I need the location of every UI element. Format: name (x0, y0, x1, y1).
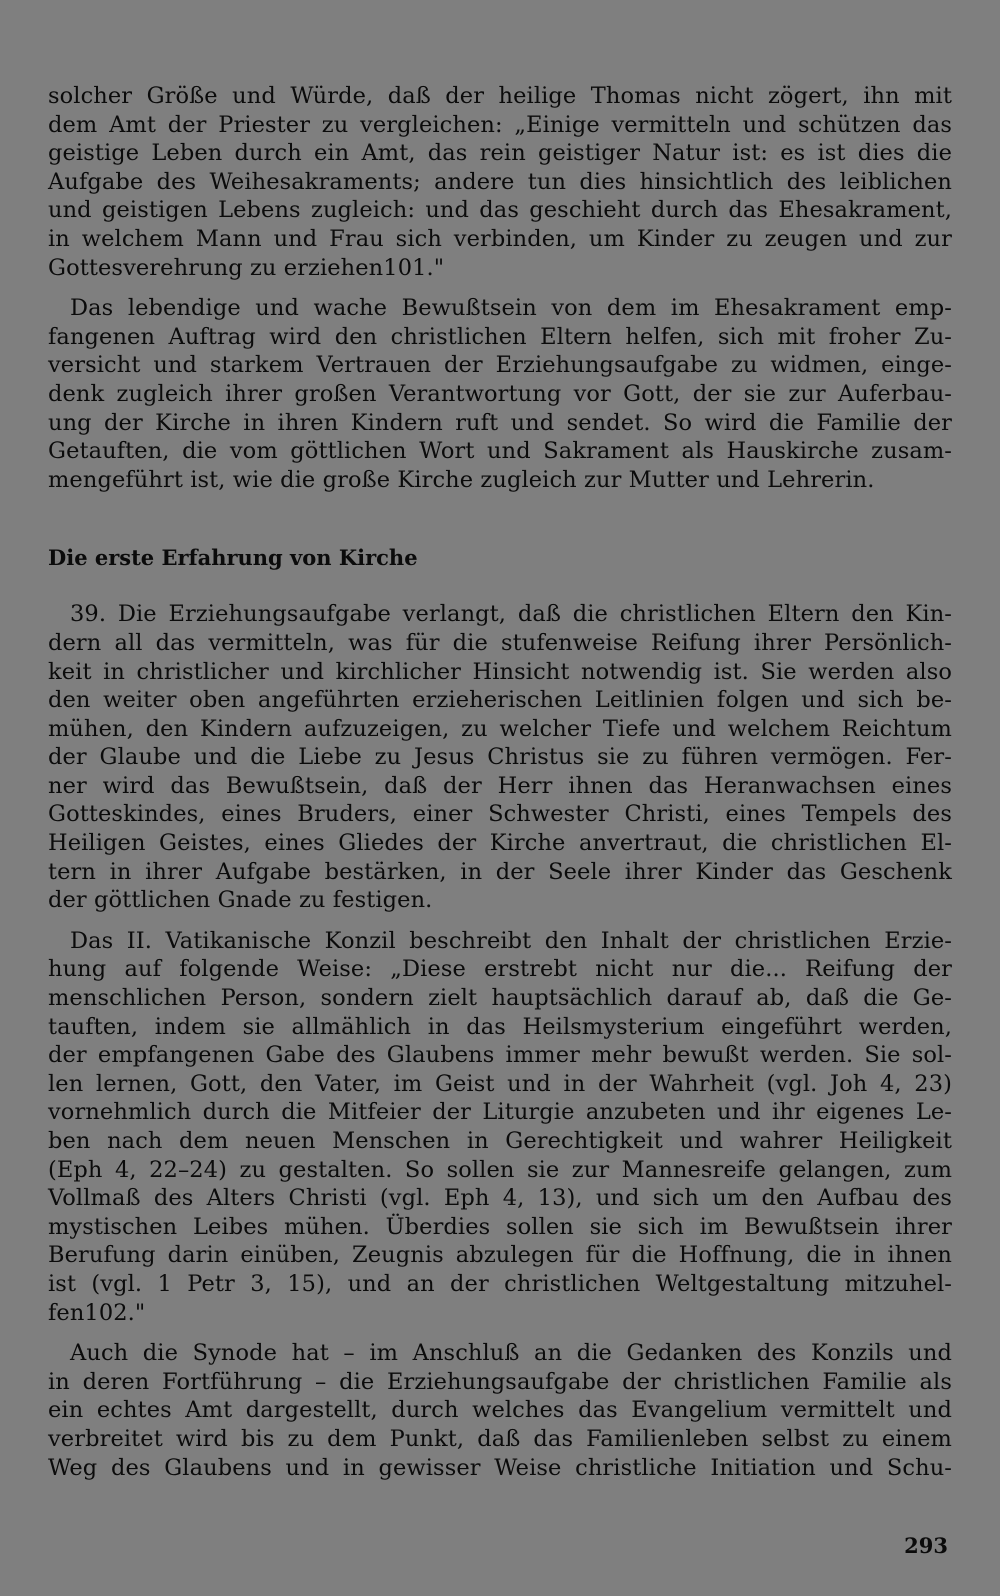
text-line: dem Amt der Priester zu vergleichen: „Einige vermitteln und schützen das (48, 111, 952, 138)
text-line: (Eph 4, 22–24) zu gestalten. So sollen sie zur Mannesreife gelangen, zum (48, 1156, 952, 1183)
text-line: in welchem Mann und Frau sich verbinden, um Kinder zu zeugen und zur (48, 225, 952, 252)
text-line: Vollmaß des Alters Christi (vgl. Eph 4, 13), und sich um den Aufbau des (48, 1185, 952, 1212)
text-line: Das lebendige und wache Bewußtsein von dem im Ehesakrament emp- (70, 295, 952, 322)
text-line: Gotteskindes, eines Bruders, einer Schwester Christi, eines Tempels des (48, 801, 952, 828)
page-number: 293 (904, 1533, 948, 1558)
text-line: geistige Leben durch ein Amt, das rein geistiger Natur ist: es ist dies die (48, 140, 952, 167)
text-line: tauften, indem sie allmählich in das Heilsmysterium eingeführt werden, (48, 1013, 952, 1040)
text-line: len lernen, Gott, den Vater, im Geist und in der Wahrheit (vgl. Joh 4, 23) (48, 1070, 952, 1097)
text-line: keit in christlicher und kirchlicher Hinsicht notwendig ist. Sie werden also (48, 658, 952, 685)
text-line: Getauften, die vom göttlichen Wort und Sakrament als Hauskirche zusam- (48, 438, 952, 465)
text-line: Heiligen Geistes, eines Gliedes der Kirche anvertraut, die christlichen El- (48, 830, 952, 857)
text-line: ner wird das Bewußtsein, daß der Herr ihnen das Heranwachsen eines (48, 772, 952, 799)
text-line: mühen, den Kindern aufzuzeigen, zu welcher Tiefe und welchem Reichtum (48, 715, 952, 742)
text-line: mengeführt ist, wie die große Kirche zugleich zur Mutter und Lehrerin. (48, 466, 875, 493)
text-line: 39. Die Erziehungsaufgabe verlangt, daß die christlichen Eltern den Kin- (70, 601, 952, 628)
text-line: denk zugleich ihrer großen Verantwortung vor Gott, der sie zur Auferbau- (48, 380, 952, 407)
paragraph-awareness (48, 294, 952, 494)
text-line: ist (vgl. 1 Petr 3, 15), und an der christlichen Weltgestaltung mitzuhel- (48, 1270, 952, 1297)
text-line: in deren Fortführung – die Erziehungsaufgabe der christlichen Familie als (48, 1368, 952, 1395)
text-line: fangenen Auftrag wird den christlichen Eltern helfen, sich mit froher Zu- (48, 323, 952, 350)
text-line: fen102." (48, 1299, 146, 1326)
paragraph-39 (48, 600, 952, 915)
text-line: vornehmlich durch die Mitfeier der Liturgie anzubeten und ihr eigenes Le- (48, 1099, 952, 1126)
section-heading: Die erste Erfahrung von Kirche (48, 545, 418, 571)
page-body (48, 82, 952, 1494)
text-line: solcher Größe und Würde, daß der heilige Thomas nicht zögert, ihn mit (48, 83, 952, 109)
text-line: verbreitet wird bis zu dem Punkt, daß das Familienleben selbst zu einem (48, 1425, 952, 1452)
text-line: und geistigen Lebens zugleich: und das geschieht durch das Ehesakrament, (48, 197, 952, 224)
text-line: Das II. Vatikanische Konzil beschreibt den Inhalt der christlichen Erzie- (70, 927, 952, 954)
text-line: versicht und starkem Vertrauen der Erziehungsaufgabe zu widmen, einge- (48, 352, 952, 379)
text-line: menschlichen Person, sondern zielt hauptsächlich darauf ab, daß die Ge- (48, 985, 952, 1012)
text-line: der Glaube und die Liebe zu Jesus Christus sie zu führen vermögen. Fer- (48, 744, 952, 771)
text-line: tern in ihrer Aufgabe bestärken, in der Seele ihrer Kinder das Geschenk (48, 858, 952, 885)
paragraph-vatican-council (48, 927, 952, 1327)
paragraph-thomas-quote (48, 82, 952, 282)
text-line: Auch die Synode hat – im Anschluß an die Gedanken des Konzils und (70, 1340, 952, 1367)
paragraph-synod (48, 1339, 952, 1482)
text-line: ben nach dem neuen Menschen in Gerechtigkeit und wahrer Heiligkeit (48, 1128, 952, 1154)
text-line: Weg des Glaubens und in gewisser Weise christliche Initiation und Schu- (48, 1454, 952, 1481)
text-line: mystischen Leibes mühen. Überdies sollen sie sich im Bewußtsein ihrer (48, 1213, 952, 1240)
text-line: Gottesverehrung zu erziehen101." (48, 254, 445, 281)
text-line: ung der Kirche in ihren Kindern ruft und sendet. So wird die Familie der (48, 409, 952, 436)
text-line: Aufgabe des Weihesakraments; andere tun dies hinsichtlich des leiblichen (48, 168, 952, 195)
text-line: Berufung darin einüben, Zeugnis abzulegen für die Hoffnung, die in ihnen (48, 1242, 952, 1269)
text-line: ein echtes Amt dargestellt, durch welches das Evangelium vermittelt und (48, 1397, 952, 1424)
text-line: den weiter oben angeführten erzieherischen Leitlinien folgen und sich be- (48, 687, 952, 714)
text-line: der göttlichen Gnade zu festigen. (48, 887, 433, 914)
text-line: dern all das vermitteln, was für die stufenweise Reifung ihrer Persönlich- (48, 629, 952, 656)
text-line: hung auf folgende Weise: „Diese erstrebt nicht nur die... Reifung der (48, 956, 952, 983)
text-line: der empfangenen Gabe des Glaubens immer mehr bewußt werden. Sie sol- (48, 1042, 952, 1069)
